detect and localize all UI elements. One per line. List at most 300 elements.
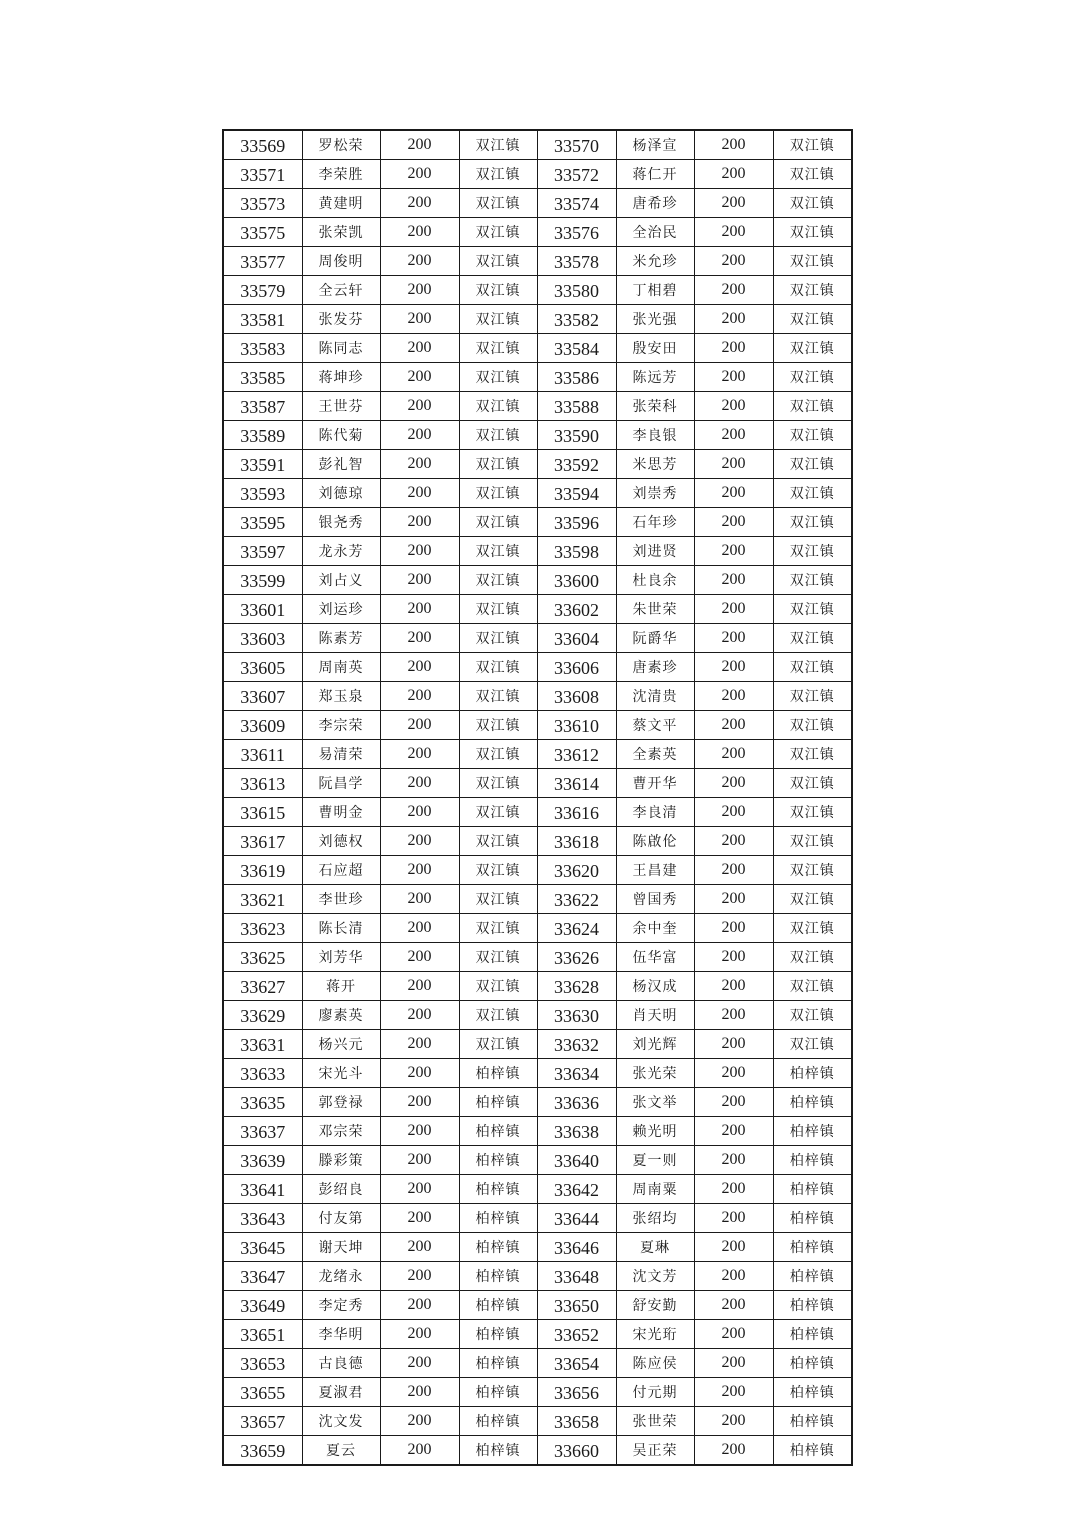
right-person-name-cell: 周南粟 [616, 1175, 694, 1204]
right-amount-cell: 200 [694, 798, 773, 827]
table-row [223, 624, 852, 653]
right-town-name-cell: 柏梓镇 [773, 1146, 852, 1175]
right-record-id-cell: 33598 [537, 537, 616, 566]
left-person-name-cell: 曹明金 [302, 798, 380, 827]
left-amount-cell: 200 [380, 1291, 459, 1320]
left-town-name-cell: 柏梓镇 [459, 1088, 537, 1117]
left-person-name-cell: 郭登禄 [302, 1088, 380, 1117]
left-town-name-cell: 双江镇 [459, 160, 537, 189]
left-person-name-cell: 易清荣 [302, 740, 380, 769]
left-town-name-cell: 双江镇 [459, 508, 537, 537]
right-person-name-cell: 赖光明 [616, 1117, 694, 1146]
right-town-name-cell: 柏梓镇 [773, 1436, 852, 1466]
right-record-id-cell: 33636 [537, 1088, 616, 1117]
right-town-name-cell: 柏梓镇 [773, 1088, 852, 1117]
left-amount-cell: 200 [380, 798, 459, 827]
right-town-name-cell: 双江镇 [773, 595, 852, 624]
left-person-name-cell: 张发芬 [302, 305, 380, 334]
table-row [223, 943, 852, 972]
left-amount-cell: 200 [380, 943, 459, 972]
left-person-name-cell: 李荣胜 [302, 160, 380, 189]
right-person-name-cell: 米思芳 [616, 450, 694, 479]
table-row [223, 769, 852, 798]
left-record-id-cell: 33645 [223, 1233, 302, 1262]
right-amount-cell: 200 [694, 827, 773, 856]
right-amount-cell: 200 [694, 1349, 773, 1378]
left-person-name-cell: 夏淑君 [302, 1378, 380, 1407]
right-person-name-cell: 陈啟伦 [616, 827, 694, 856]
left-amount-cell: 200 [380, 1175, 459, 1204]
left-record-id-cell: 33593 [223, 479, 302, 508]
right-record-id-cell: 33572 [537, 160, 616, 189]
left-record-id-cell: 33591 [223, 450, 302, 479]
right-record-id-cell: 33640 [537, 1146, 616, 1175]
left-record-id-cell: 33605 [223, 653, 302, 682]
right-amount-cell: 200 [694, 1088, 773, 1117]
right-record-id-cell: 33614 [537, 769, 616, 798]
right-amount-cell: 200 [694, 160, 773, 189]
right-person-name-cell: 陈远芳 [616, 363, 694, 392]
left-town-name-cell: 双江镇 [459, 537, 537, 566]
left-person-name-cell: 陈代菊 [302, 421, 380, 450]
left-person-name-cell: 刘德权 [302, 827, 380, 856]
left-person-name-cell: 陈长清 [302, 914, 380, 943]
left-amount-cell: 200 [380, 130, 459, 160]
left-person-name-cell: 黄建明 [302, 189, 380, 218]
right-town-name-cell: 双江镇 [773, 624, 852, 653]
right-record-id-cell: 33600 [537, 566, 616, 595]
right-record-id-cell: 33590 [537, 421, 616, 450]
right-person-name-cell: 刘光辉 [616, 1030, 694, 1059]
table-row [223, 1291, 852, 1320]
right-record-id-cell: 33648 [537, 1262, 616, 1291]
right-town-name-cell: 双江镇 [773, 189, 852, 218]
table-row [223, 334, 852, 363]
right-town-name-cell: 双江镇 [773, 711, 852, 740]
right-record-id-cell: 33576 [537, 218, 616, 247]
right-amount-cell: 200 [694, 537, 773, 566]
left-record-id-cell: 33653 [223, 1349, 302, 1378]
right-amount-cell: 200 [694, 914, 773, 943]
left-amount-cell: 200 [380, 1030, 459, 1059]
left-amount-cell: 200 [380, 1378, 459, 1407]
right-town-name-cell: 双江镇 [773, 653, 852, 682]
right-town-name-cell: 双江镇 [773, 508, 852, 537]
left-town-name-cell: 双江镇 [459, 856, 537, 885]
left-person-name-cell: 宋光斗 [302, 1059, 380, 1088]
left-person-name-cell: 付友第 [302, 1204, 380, 1233]
table-row [223, 1378, 852, 1407]
right-amount-cell: 200 [694, 305, 773, 334]
right-person-name-cell: 唐希珍 [616, 189, 694, 218]
right-person-name-cell: 蔡文平 [616, 711, 694, 740]
table-row [223, 1262, 852, 1291]
left-record-id-cell: 33571 [223, 160, 302, 189]
right-amount-cell: 200 [694, 1146, 773, 1175]
left-record-id-cell: 33651 [223, 1320, 302, 1349]
left-record-id-cell: 33625 [223, 943, 302, 972]
right-town-name-cell: 双江镇 [773, 972, 852, 1001]
left-record-id-cell: 33613 [223, 769, 302, 798]
right-amount-cell: 200 [694, 566, 773, 595]
right-person-name-cell: 夏一则 [616, 1146, 694, 1175]
table-row [223, 856, 852, 885]
left-record-id-cell: 33611 [223, 740, 302, 769]
right-record-id-cell: 33660 [537, 1436, 616, 1466]
right-record-id-cell: 33652 [537, 1320, 616, 1349]
left-town-name-cell: 柏梓镇 [459, 1175, 537, 1204]
right-amount-cell: 200 [694, 1233, 773, 1262]
right-amount-cell: 200 [694, 653, 773, 682]
left-amount-cell: 200 [380, 740, 459, 769]
left-amount-cell: 200 [380, 1407, 459, 1436]
left-record-id-cell: 33659 [223, 1436, 302, 1466]
table-row [223, 972, 852, 1001]
right-amount-cell: 200 [694, 682, 773, 711]
left-amount-cell: 200 [380, 885, 459, 914]
table-row [223, 1117, 852, 1146]
right-town-name-cell: 柏梓镇 [773, 1407, 852, 1436]
right-town-name-cell: 双江镇 [773, 392, 852, 421]
left-amount-cell: 200 [380, 595, 459, 624]
right-town-name-cell: 柏梓镇 [773, 1378, 852, 1407]
left-record-id-cell: 33639 [223, 1146, 302, 1175]
left-person-name-cell: 龙绪永 [302, 1262, 380, 1291]
right-town-name-cell: 双江镇 [773, 1030, 852, 1059]
right-record-id-cell: 33620 [537, 856, 616, 885]
right-amount-cell: 200 [694, 769, 773, 798]
left-amount-cell: 200 [380, 508, 459, 537]
right-town-name-cell: 双江镇 [773, 305, 852, 334]
right-record-id-cell: 33646 [537, 1233, 616, 1262]
left-record-id-cell: 33615 [223, 798, 302, 827]
right-amount-cell: 200 [694, 740, 773, 769]
table-row [223, 421, 852, 450]
left-town-name-cell: 双江镇 [459, 421, 537, 450]
right-town-name-cell: 柏梓镇 [773, 1320, 852, 1349]
right-amount-cell: 200 [694, 711, 773, 740]
left-record-id-cell: 33647 [223, 1262, 302, 1291]
left-town-name-cell: 双江镇 [459, 624, 537, 653]
right-amount-cell: 200 [694, 130, 773, 160]
right-person-name-cell: 李良银 [616, 421, 694, 450]
right-record-id-cell: 33584 [537, 334, 616, 363]
left-town-name-cell: 双江镇 [459, 972, 537, 1001]
table-row [223, 363, 852, 392]
right-person-name-cell: 米允珍 [616, 247, 694, 276]
right-record-id-cell: 33592 [537, 450, 616, 479]
right-record-id-cell: 33604 [537, 624, 616, 653]
right-record-id-cell: 33634 [537, 1059, 616, 1088]
right-record-id-cell: 33602 [537, 595, 616, 624]
right-person-name-cell: 张世荣 [616, 1407, 694, 1436]
right-record-id-cell: 33618 [537, 827, 616, 856]
right-amount-cell: 200 [694, 1291, 773, 1320]
left-town-name-cell: 双江镇 [459, 450, 537, 479]
right-amount-cell: 200 [694, 1407, 773, 1436]
left-person-name-cell: 李世珍 [302, 885, 380, 914]
left-amount-cell: 200 [380, 392, 459, 421]
table-row [223, 914, 852, 943]
table-row [223, 1059, 852, 1088]
left-town-name-cell: 双江镇 [459, 276, 537, 305]
left-person-name-cell: 全云轩 [302, 276, 380, 305]
left-record-id-cell: 33649 [223, 1291, 302, 1320]
table-row [223, 247, 852, 276]
left-amount-cell: 200 [380, 1436, 459, 1466]
left-person-name-cell: 廖素英 [302, 1001, 380, 1030]
left-record-id-cell: 33573 [223, 189, 302, 218]
right-town-name-cell: 双江镇 [773, 943, 852, 972]
left-person-name-cell: 蒋开 [302, 972, 380, 1001]
right-town-name-cell: 柏梓镇 [773, 1349, 852, 1378]
left-person-name-cell: 阮昌学 [302, 769, 380, 798]
right-person-name-cell: 全治民 [616, 218, 694, 247]
right-town-name-cell: 柏梓镇 [773, 1175, 852, 1204]
left-town-name-cell: 双江镇 [459, 943, 537, 972]
left-record-id-cell: 33635 [223, 1088, 302, 1117]
right-amount-cell: 200 [694, 247, 773, 276]
table-row [223, 566, 852, 595]
left-record-id-cell: 33609 [223, 711, 302, 740]
right-record-id-cell: 33606 [537, 653, 616, 682]
left-record-id-cell: 33607 [223, 682, 302, 711]
right-person-name-cell: 沈文芳 [616, 1262, 694, 1291]
table-row [223, 653, 852, 682]
right-town-name-cell: 柏梓镇 [773, 1117, 852, 1146]
left-person-name-cell: 蒋坤珍 [302, 363, 380, 392]
left-town-name-cell: 柏梓镇 [459, 1233, 537, 1262]
left-record-id-cell: 33633 [223, 1059, 302, 1088]
left-record-id-cell: 33621 [223, 885, 302, 914]
table-row [223, 682, 852, 711]
table-row [223, 508, 852, 537]
left-person-name-cell: 李宗荣 [302, 711, 380, 740]
left-record-id-cell: 33587 [223, 392, 302, 421]
left-record-id-cell: 33597 [223, 537, 302, 566]
right-amount-cell: 200 [694, 218, 773, 247]
left-record-id-cell: 33643 [223, 1204, 302, 1233]
right-amount-cell: 200 [694, 1030, 773, 1059]
left-town-name-cell: 双江镇 [459, 682, 537, 711]
left-amount-cell: 200 [380, 363, 459, 392]
right-town-name-cell: 双江镇 [773, 885, 852, 914]
right-person-name-cell: 舒安勤 [616, 1291, 694, 1320]
left-amount-cell: 200 [380, 305, 459, 334]
right-record-id-cell: 33656 [537, 1378, 616, 1407]
left-amount-cell: 200 [380, 276, 459, 305]
left-amount-cell: 200 [380, 1233, 459, 1262]
left-amount-cell: 200 [380, 479, 459, 508]
left-person-name-cell: 刘芳华 [302, 943, 380, 972]
left-town-name-cell: 双江镇 [459, 566, 537, 595]
left-town-name-cell: 双江镇 [459, 479, 537, 508]
left-record-id-cell: 33603 [223, 624, 302, 653]
table-row [223, 276, 852, 305]
left-person-name-cell: 银尧秀 [302, 508, 380, 537]
right-town-name-cell: 柏梓镇 [773, 1059, 852, 1088]
left-town-name-cell: 柏梓镇 [459, 1117, 537, 1146]
right-town-name-cell: 双江镇 [773, 682, 852, 711]
left-town-name-cell: 双江镇 [459, 827, 537, 856]
right-record-id-cell: 33610 [537, 711, 616, 740]
left-record-id-cell: 33577 [223, 247, 302, 276]
left-amount-cell: 200 [380, 1262, 459, 1291]
right-record-id-cell: 33578 [537, 247, 616, 276]
left-town-name-cell: 双江镇 [459, 363, 537, 392]
left-amount-cell: 200 [380, 566, 459, 595]
right-person-name-cell: 刘崇秀 [616, 479, 694, 508]
table-row [223, 537, 852, 566]
right-record-id-cell: 33574 [537, 189, 616, 218]
right-amount-cell: 200 [694, 363, 773, 392]
left-amount-cell: 200 [380, 856, 459, 885]
left-record-id-cell: 33655 [223, 1378, 302, 1407]
right-person-name-cell: 阮爵华 [616, 624, 694, 653]
right-amount-cell: 200 [694, 421, 773, 450]
left-amount-cell: 200 [380, 189, 459, 218]
right-amount-cell: 200 [694, 392, 773, 421]
left-person-name-cell: 沈文发 [302, 1407, 380, 1436]
left-record-id-cell: 33595 [223, 508, 302, 537]
left-person-name-cell: 石应超 [302, 856, 380, 885]
left-town-name-cell: 双江镇 [459, 247, 537, 276]
right-town-name-cell: 双江镇 [773, 218, 852, 247]
left-person-name-cell: 刘德琼 [302, 479, 380, 508]
roster-table [222, 129, 853, 1466]
right-record-id-cell: 33642 [537, 1175, 616, 1204]
left-record-id-cell: 33623 [223, 914, 302, 943]
left-town-name-cell: 柏梓镇 [459, 1204, 537, 1233]
left-record-id-cell: 33619 [223, 856, 302, 885]
left-town-name-cell: 双江镇 [459, 885, 537, 914]
right-record-id-cell: 33608 [537, 682, 616, 711]
table-row [223, 740, 852, 769]
left-record-id-cell: 33629 [223, 1001, 302, 1030]
right-amount-cell: 200 [694, 1378, 773, 1407]
right-person-name-cell: 余中奎 [616, 914, 694, 943]
right-person-name-cell: 曹开华 [616, 769, 694, 798]
left-amount-cell: 200 [380, 1349, 459, 1378]
right-record-id-cell: 33594 [537, 479, 616, 508]
table-row [223, 305, 852, 334]
right-town-name-cell: 双江镇 [773, 856, 852, 885]
table-row [223, 1030, 852, 1059]
left-amount-cell: 200 [380, 450, 459, 479]
right-record-id-cell: 33616 [537, 798, 616, 827]
right-amount-cell: 200 [694, 508, 773, 537]
right-amount-cell: 200 [694, 624, 773, 653]
left-person-name-cell: 张荣凯 [302, 218, 380, 247]
right-person-name-cell: 全素英 [616, 740, 694, 769]
right-person-name-cell: 张荣科 [616, 392, 694, 421]
right-amount-cell: 200 [694, 856, 773, 885]
left-person-name-cell: 陈同志 [302, 334, 380, 363]
right-town-name-cell: 双江镇 [773, 363, 852, 392]
right-town-name-cell: 双江镇 [773, 334, 852, 363]
left-town-name-cell: 双江镇 [459, 914, 537, 943]
left-amount-cell: 200 [380, 682, 459, 711]
left-town-name-cell: 柏梓镇 [459, 1349, 537, 1378]
right-person-name-cell: 殷安田 [616, 334, 694, 363]
table-row [223, 1320, 852, 1349]
left-person-name-cell: 龙永芳 [302, 537, 380, 566]
right-town-name-cell: 柏梓镇 [773, 1204, 852, 1233]
right-town-name-cell: 双江镇 [773, 160, 852, 189]
left-person-name-cell: 彭绍良 [302, 1175, 380, 1204]
left-record-id-cell: 33657 [223, 1407, 302, 1436]
left-amount-cell: 200 [380, 1088, 459, 1117]
right-record-id-cell: 33570 [537, 130, 616, 160]
table-row [223, 595, 852, 624]
left-person-name-cell: 彭礼智 [302, 450, 380, 479]
right-town-name-cell: 柏梓镇 [773, 1233, 852, 1262]
left-amount-cell: 200 [380, 972, 459, 1001]
left-person-name-cell: 周俊明 [302, 247, 380, 276]
left-amount-cell: 200 [380, 1001, 459, 1030]
right-person-name-cell: 伍华富 [616, 943, 694, 972]
left-amount-cell: 200 [380, 218, 459, 247]
right-record-id-cell: 33582 [537, 305, 616, 334]
left-amount-cell: 200 [380, 1146, 459, 1175]
left-town-name-cell: 柏梓镇 [459, 1436, 537, 1466]
left-town-name-cell: 双江镇 [459, 305, 537, 334]
left-person-name-cell: 周南英 [302, 653, 380, 682]
table-row [223, 392, 852, 421]
right-person-name-cell: 宋光珩 [616, 1320, 694, 1349]
right-person-name-cell: 曾国秀 [616, 885, 694, 914]
right-person-name-cell: 肖天明 [616, 1001, 694, 1030]
right-town-name-cell: 双江镇 [773, 130, 852, 160]
left-town-name-cell: 双江镇 [459, 334, 537, 363]
right-amount-cell: 200 [694, 595, 773, 624]
right-record-id-cell: 33580 [537, 276, 616, 305]
right-record-id-cell: 33622 [537, 885, 616, 914]
right-amount-cell: 200 [694, 972, 773, 1001]
table-row [223, 1088, 852, 1117]
right-person-name-cell: 张文举 [616, 1088, 694, 1117]
left-town-name-cell: 双江镇 [459, 130, 537, 160]
right-person-name-cell: 石年珍 [616, 508, 694, 537]
left-record-id-cell: 33601 [223, 595, 302, 624]
left-town-name-cell: 双江镇 [459, 218, 537, 247]
left-record-id-cell: 33589 [223, 421, 302, 450]
right-town-name-cell: 双江镇 [773, 537, 852, 566]
left-amount-cell: 200 [380, 160, 459, 189]
table-row [223, 1349, 852, 1378]
left-amount-cell: 200 [380, 711, 459, 740]
right-amount-cell: 200 [694, 334, 773, 363]
right-town-name-cell: 双江镇 [773, 421, 852, 450]
table-row [223, 1204, 852, 1233]
right-person-name-cell: 张绍均 [616, 1204, 694, 1233]
table-row [223, 160, 852, 189]
roster-body [223, 130, 852, 1465]
right-person-name-cell: 杜良余 [616, 566, 694, 595]
left-amount-cell: 200 [380, 1059, 459, 1088]
right-town-name-cell: 双江镇 [773, 276, 852, 305]
right-town-name-cell: 双江镇 [773, 798, 852, 827]
right-town-name-cell: 柏梓镇 [773, 1262, 852, 1291]
left-person-name-cell: 刘占义 [302, 566, 380, 595]
left-town-name-cell: 双江镇 [459, 1001, 537, 1030]
right-amount-cell: 200 [694, 1320, 773, 1349]
right-record-id-cell: 33630 [537, 1001, 616, 1030]
left-person-name-cell: 王世芬 [302, 392, 380, 421]
right-record-id-cell: 33632 [537, 1030, 616, 1059]
left-person-name-cell: 滕彩策 [302, 1146, 380, 1175]
table-row [223, 1146, 852, 1175]
